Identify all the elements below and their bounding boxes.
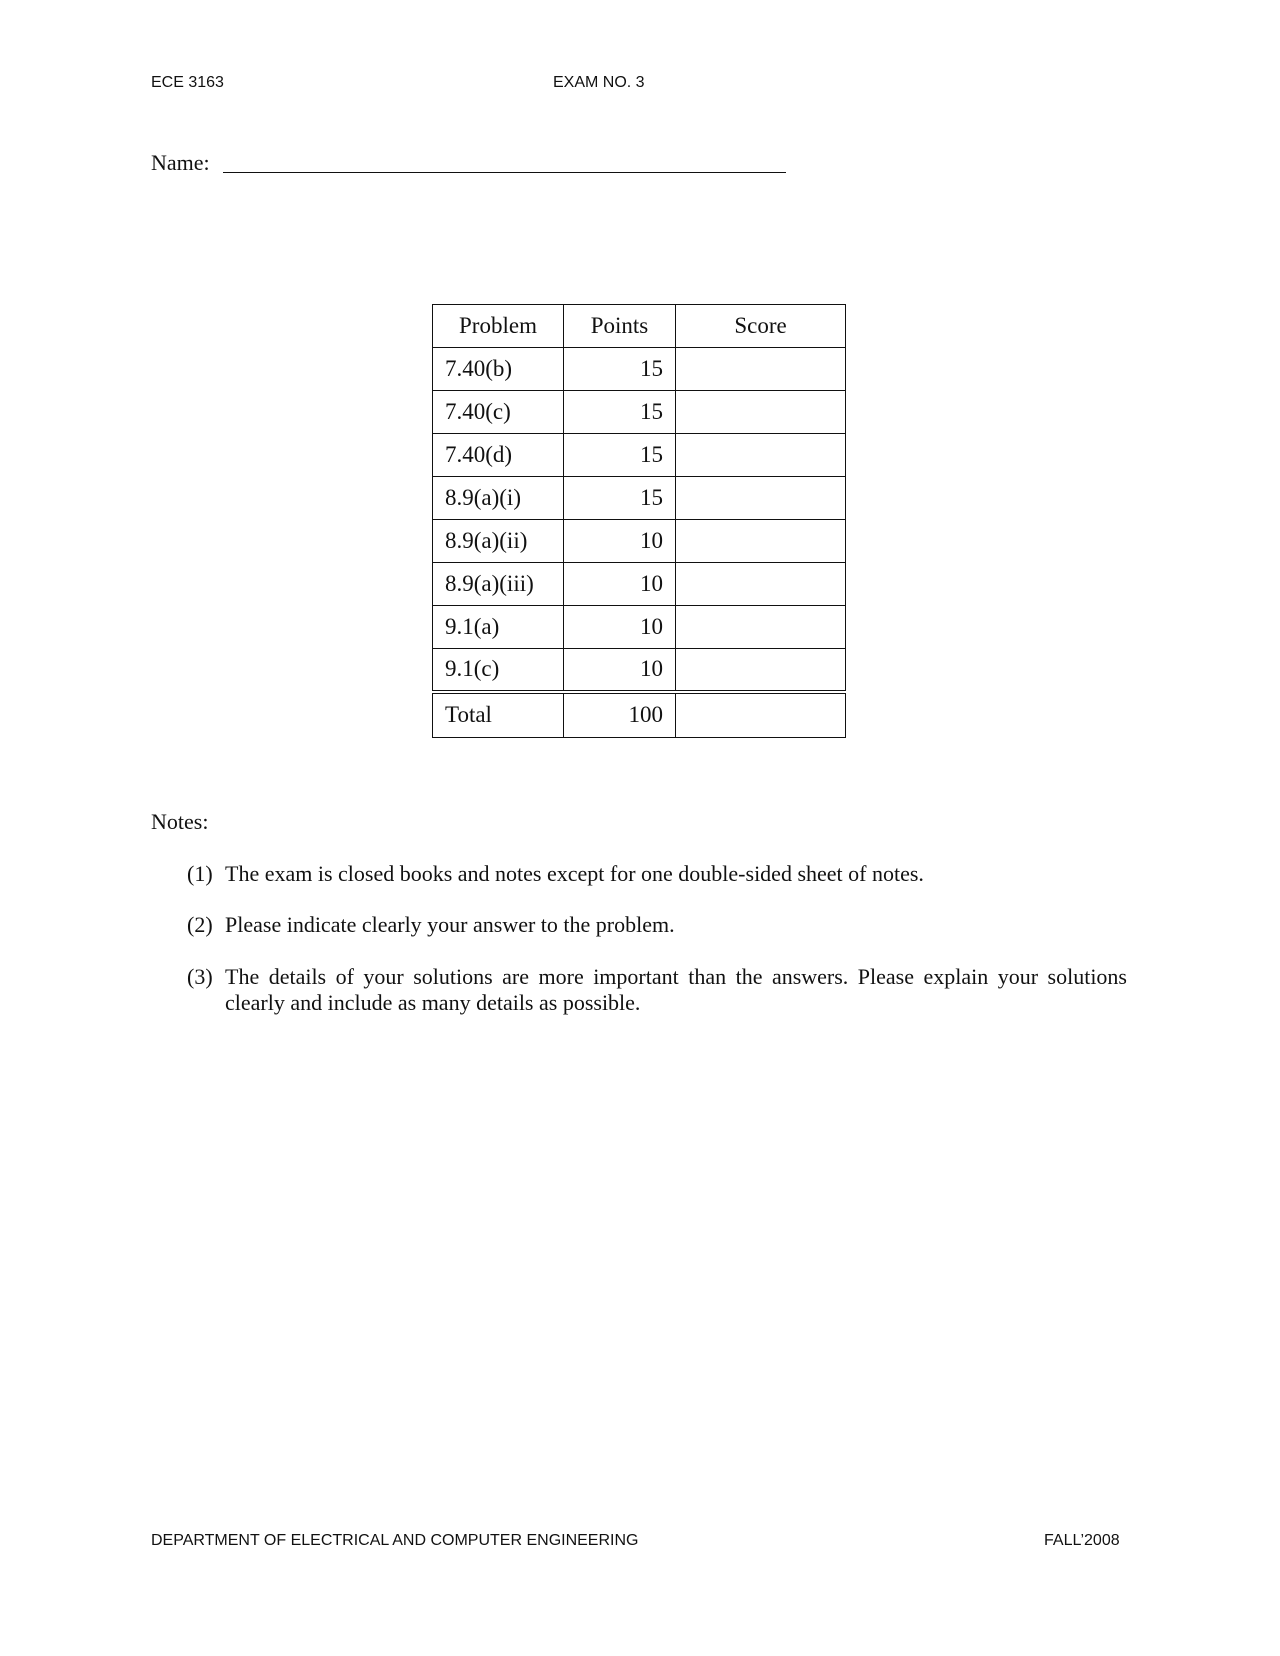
term-footer: FALL’2008 <box>1044 1532 1120 1549</box>
problem-cell: 7.40(b) <box>433 348 564 391</box>
table-row <box>433 434 846 477</box>
points-cell: 10 <box>564 563 676 606</box>
table-row <box>433 477 846 520</box>
table-row <box>433 348 846 391</box>
problem-cell: 9.1(a) <box>433 606 564 649</box>
points-cell: 10 <box>564 649 676 692</box>
note-text-continued: clearly and include as many details as possible. <box>225 990 641 1015</box>
table-header-row <box>433 305 846 348</box>
points-cell: 15 <box>564 348 676 391</box>
points-cell: 15 <box>564 477 676 520</box>
note-text: Please indicate clearly your answer to the problem. <box>225 912 675 937</box>
score-cell[interactable] <box>676 348 846 391</box>
table-row <box>433 391 846 434</box>
note-number: (1) <box>187 861 213 886</box>
table-row <box>433 649 846 692</box>
name-input-line[interactable] <box>223 172 786 173</box>
score-cell[interactable] <box>676 434 846 477</box>
exam-title: EXAM NO. 3 <box>553 74 645 91</box>
note-item <box>187 964 1137 1020</box>
score-cell[interactable] <box>676 649 846 692</box>
problem-cell: 7.40(d) <box>433 434 564 477</box>
note-text: The exam is closed books and notes except for one double-sided sheet of notes. <box>225 861 924 886</box>
problem-cell: 7.40(c) <box>433 391 564 434</box>
note-number: (3) <box>187 964 213 989</box>
note-item <box>187 861 1137 891</box>
total-label: Total <box>433 692 564 738</box>
total-row <box>433 692 846 738</box>
problem-cell: 8.9(a)(iii) <box>433 563 564 606</box>
note-item <box>187 912 1137 942</box>
header-score: Score <box>676 305 846 348</box>
score-table <box>432 304 846 738</box>
problem-cell: 8.9(a)(i) <box>433 477 564 520</box>
points-cell: 10 <box>564 606 676 649</box>
name-label: Name: <box>151 150 210 175</box>
points-cell: 10 <box>564 520 676 563</box>
header-points: Points <box>564 305 676 348</box>
table-row <box>433 520 846 563</box>
note-number: (2) <box>187 912 213 937</box>
note-text: The details of your solutions are more important than the answers. Please explain your solutions <box>225 964 1127 989</box>
course-code: ECE 3163 <box>151 74 224 91</box>
points-cell: 15 <box>564 434 676 477</box>
score-cell[interactable] <box>676 391 846 434</box>
problem-cell: 9.1(c) <box>433 649 564 692</box>
score-cell[interactable] <box>676 563 846 606</box>
table-row <box>433 606 846 649</box>
points-cell: 15 <box>564 391 676 434</box>
score-cell[interactable] <box>676 520 846 563</box>
header-problem: Problem <box>433 305 564 348</box>
score-cell[interactable] <box>676 477 846 520</box>
total-score-cell[interactable] <box>676 692 846 738</box>
notes-heading: Notes: <box>151 809 209 834</box>
total-points: 100 <box>564 692 676 738</box>
table-row <box>433 563 846 606</box>
department-footer: DEPARTMENT OF ELECTRICAL AND COMPUTER ENGINEERING <box>151 1532 639 1549</box>
score-cell[interactable] <box>676 606 846 649</box>
problem-cell: 8.9(a)(ii) <box>433 520 564 563</box>
